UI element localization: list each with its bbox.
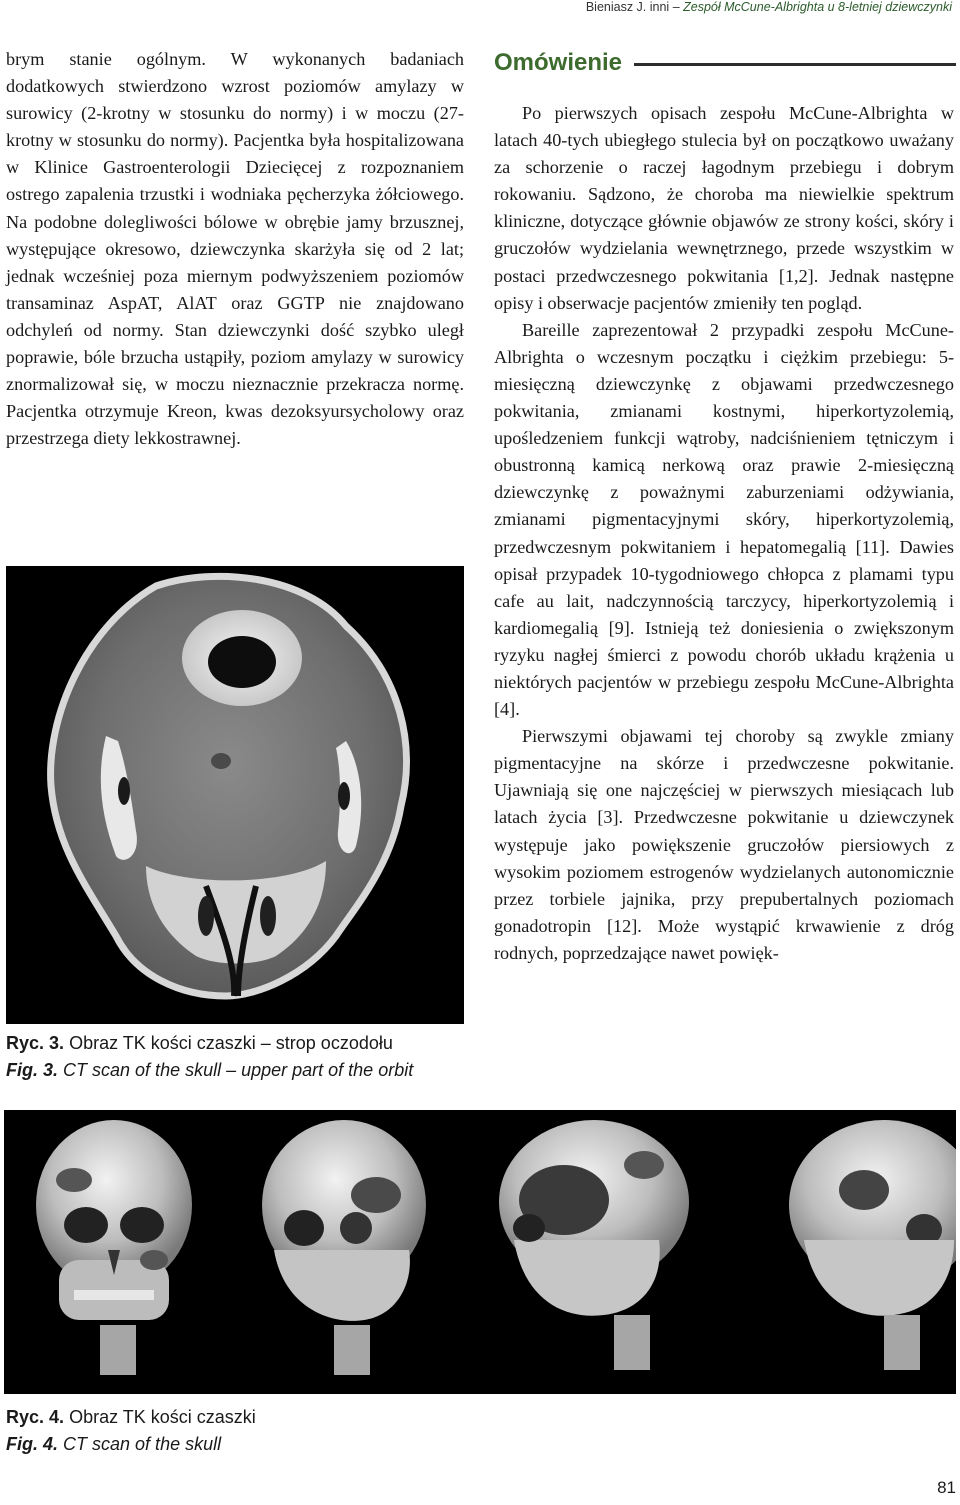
right-paragraph: Pierwszymi objawami tej choroby są zwykle zmiany pigmentacyjne na skórze i przedwczesne pokwitanie. Ujawniają się one najczęściej w pierwszych miesiącach lub latach życia [3]. Przedwczesne pokwitanie u dziewczynek występuje jako powiększenie gruczołów piersiowych z wysokim poziomem estrogenów wydzielanych autonomicznie przez torbiele jajnika, przy prepubertalnych poziomach gonadotropin [12]. Może wystąpić krwawienie z dróg rodnych, poprzedzające nawet powięk- bbox=[494, 726, 954, 963]
figure4-caption-en bbox=[6, 1431, 221, 1457]
figure3-caption-pl bbox=[6, 1030, 393, 1056]
section-rule bbox=[634, 63, 956, 66]
running-header: Bieniasz J. inni – Zespół McCune-Albrighta u 8-letniej dziewczynki bbox=[585, 0, 952, 14]
figure3-text-en: CT scan of the skull – upper part of the orbit bbox=[63, 1060, 414, 1080]
left-paragraph: brym stanie ogólnym. W wykonanych badaniach dodatkowych stwierdzono wzrost poziomów amylazy w surowicy (2-krotny w stosunku do normy) i w moczu (27-krotny w stosunku do normy). Pacjentka była hospitalizowana w Klinice Gastroenterologii Dziecięcej z rozpoznaniem ostrego zapalenia trzustki i wodniaka pęcherzyka żółciowego. Na podobne dolegliwości bólowe w obrębie jamy brzusznej, występujące okresowo, dziewczynka skarżyła się od 2 lat; jednak wcześniej poza miernym podwyższeniem poziomów transaminaz AspAT, AlAT oraz GGTP nie znajdowano odchyleń od normy. Stan dziewczynki dość szybko uległ poprawie, bóle brzucha ustąpiły, poziom amylazy w surowicy znormalizował się, w moczu nieznacznie przekracza normę. Pacjentka otrzymuje Kreon, kwas dezoksyursycholowy oraz przestrzega diety lekkostrawnej. bbox=[6, 49, 464, 449]
figure4-label-pl: Ryc. 4. bbox=[6, 1407, 65, 1427]
right-paragraph: Bareille zaprezentował 2 przypadki zespołu McCune-Albrighta o wczesnym początku i ciężkim przebiegu: 5-miesięczną dziewczynkę z objawami przedwczesnego pokwitania, zmianami kostnymi, hiperkortyzolemią, upośledzeniem funkcji wątroby, nadciśnieniem tętniczym i obustronną kamicą nerkową oraz prawie 2-miesięczną dziewczynkę z poważnymi zaburzeniami odżywiania, zmianami pigmentacyjnymi skóry, hiperkortyzolemią, przedwczesnym pokwitaniem i hepatomegalią [11]. Dawies opisał przypadek 10-tygodniowego chłopca z plamami typu cafe au lait, nadczynnością tarczycy, hiperkortyzolemią i kardiomegalią [9]. Istnieją też doniesienia o zwiększonym ryzyku nagłej śmierci z powodu chorób układu krążenia u niektórych pacjentów w przebiegu zespołu McCune-Albrighta [4]. bbox=[494, 319, 954, 720]
ct-skull-images bbox=[4, 1110, 956, 1394]
left-column bbox=[6, 46, 464, 452]
right-paragraph: Po pierwszych opisach zespołu McCune-Albrighta w latach 40-tych ubiegłego stulecia był on początkowo uważany za schorzenie o raczej łagodnym przebiegu i dobrym rokowaniu. Sądzono, że choroba ma niewielkie spektrum kliniczne, dotyczące głównie objawów ze strony kości, skóry i gruczołów wydzielania wewnętrznego, przede wszystkim w postaci przedwczesnego pokwitania [1,2]. Jednak następne opisy i obserwacje pacjentów zmieniły ten pogląd. bbox=[494, 103, 954, 313]
section-title: Omówienie bbox=[494, 49, 623, 76]
page-number: 81 bbox=[937, 1478, 956, 1497]
figure4-caption-pl bbox=[6, 1404, 256, 1430]
header-title: Zespół McCune-Albrighta u 8-letniej dziewczynki bbox=[683, 0, 952, 14]
figure4-text-en: CT scan of the skull bbox=[63, 1434, 222, 1454]
figure4-label-en: Fig. 4. bbox=[6, 1434, 59, 1454]
figure3-label-pl: Ryc. 3. bbox=[6, 1033, 65, 1053]
right-column bbox=[494, 100, 954, 967]
header-authors: Bieniasz J. inni bbox=[585, 0, 670, 14]
figure4-text-pl: Obraz TK kości czaszki bbox=[69, 1407, 256, 1427]
ct-orbit-image bbox=[6, 566, 464, 1024]
figure3-text-pl: Obraz TK kości czaszki – strop oczodołu bbox=[69, 1033, 393, 1053]
section-heading bbox=[494, 42, 956, 76]
figure3-label-en: Fig. 3. bbox=[6, 1060, 59, 1080]
figure3-caption-en bbox=[6, 1057, 413, 1083]
